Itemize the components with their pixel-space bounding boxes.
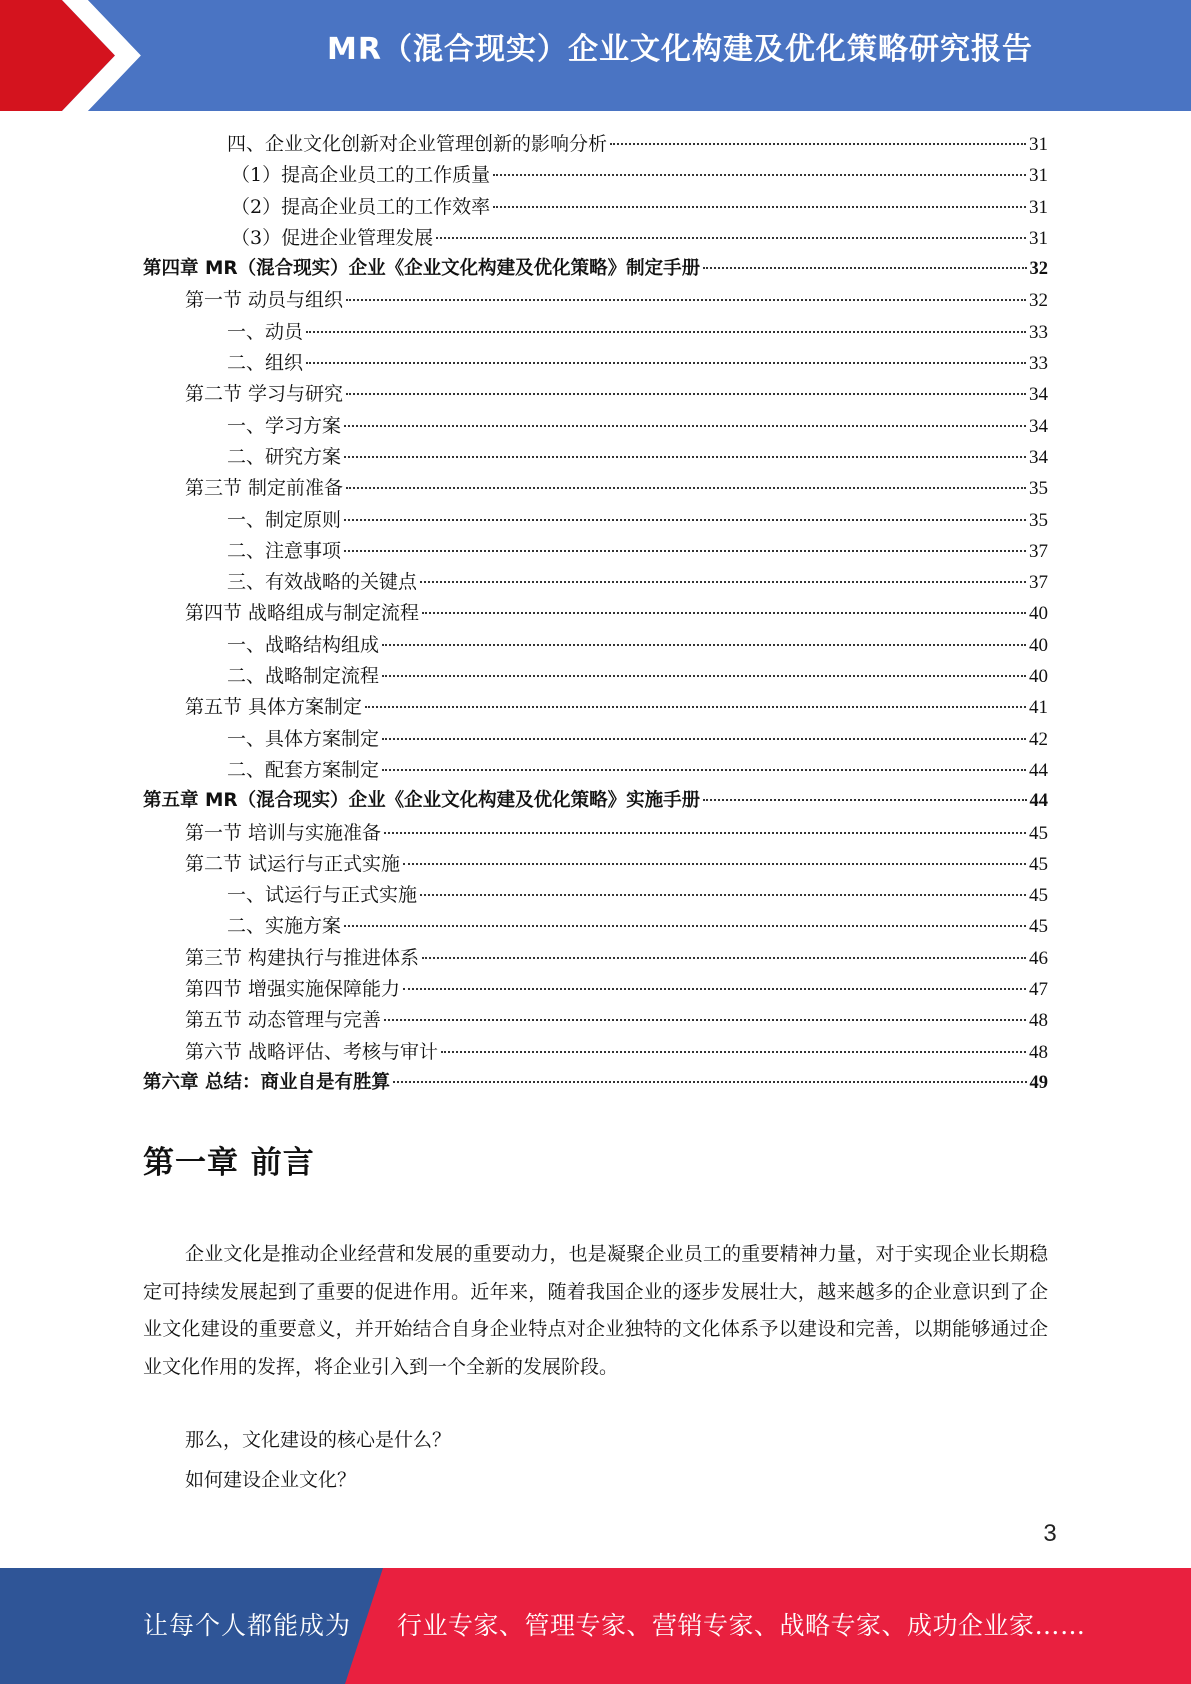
toc-page-number: 37 xyxy=(1029,572,1048,594)
toc-entry[interactable] xyxy=(143,505,1048,536)
toc-entry[interactable] xyxy=(143,880,1048,911)
toc-entry[interactable] xyxy=(143,536,1048,567)
toc-leader-dots xyxy=(703,799,1026,801)
toc-page-number: 45 xyxy=(1029,916,1048,938)
toc-entry-title: 一、制定原则 xyxy=(227,508,342,531)
toc-entry-title: 一、具体方案制定 xyxy=(227,727,380,750)
toc-page-number: 45 xyxy=(1029,853,1048,875)
toc-entry[interactable] xyxy=(143,849,1048,880)
toc-entry[interactable] xyxy=(143,473,1048,504)
toc-leader-dots xyxy=(382,769,1026,771)
question-text: 如何建设企业文化？ xyxy=(185,1469,357,1491)
toc-page-number: 37 xyxy=(1029,540,1048,562)
toc-leader-dots xyxy=(420,581,1026,583)
toc-entry-title: （3）促进企业管理发展 xyxy=(231,226,434,249)
toc-entry[interactable] xyxy=(143,317,1048,348)
toc-leader-dots xyxy=(346,299,1026,301)
toc-chapter-entry[interactable] xyxy=(143,1068,1048,1099)
toc-leader-dots xyxy=(422,612,1026,614)
toc-entry[interactable] xyxy=(143,1037,1048,1068)
toc-leader-dots xyxy=(393,1081,1027,1083)
toc-entry[interactable] xyxy=(143,661,1048,692)
toc-entry-title: 第三节 制定前准备 xyxy=(185,477,344,500)
toc-entry-title: 第五节 具体方案制定 xyxy=(185,696,363,719)
toc-entry[interactable] xyxy=(143,567,1048,598)
toc-leader-dots xyxy=(344,550,1026,552)
toc-entry-title: （2）提高企业员工的工作效率 xyxy=(231,195,491,218)
question-text: 那么，文化建设的核心是什么？ xyxy=(185,1429,452,1451)
toc-leader-dots xyxy=(346,393,1026,395)
toc-entry-title: 一、试运行与正式实施 xyxy=(227,884,418,907)
page-header xyxy=(0,0,1191,111)
toc-page-number: 31 xyxy=(1029,134,1048,155)
toc-leader-dots xyxy=(610,143,1026,145)
toc-page-number: 48 xyxy=(1029,1041,1048,1063)
toc-leader-dots xyxy=(493,174,1026,176)
toc-page-number: 32 xyxy=(1029,290,1048,312)
toc-entry[interactable] xyxy=(143,379,1048,410)
toc-page-number: 34 xyxy=(1029,384,1048,406)
toc-entry[interactable] xyxy=(143,724,1048,755)
footer-slogan-left: 让每个人都能成为 xyxy=(143,1611,352,1640)
page-number: 3 xyxy=(1043,1520,1057,1547)
toc-entry-title: 第四章 MR（混合现实）企业《企业文化构建及优化策略》制定手册 xyxy=(143,258,701,280)
toc-page-number: 34 xyxy=(1029,415,1048,437)
toc-entry[interactable] xyxy=(143,1005,1048,1036)
toc-entry[interactable] xyxy=(143,755,1048,786)
toc-page-number: 40 xyxy=(1029,603,1048,625)
toc-entry-title: 一、战略结构组成 xyxy=(227,633,380,656)
toc-page-number: 33 xyxy=(1029,321,1048,343)
toc-entry-title: （1）提高企业员工的工作质量 xyxy=(231,164,491,187)
toc-entry-title: 第四节 增强实施保障能力 xyxy=(185,978,401,1001)
toc-leader-dots xyxy=(344,425,1026,427)
toc-entry-title: 第三节 构建执行与推进体系 xyxy=(185,946,420,969)
toc-entry-title: 第二节 试运行与正式实施 xyxy=(185,852,401,875)
toc-leader-dots xyxy=(436,237,1026,239)
body-paragraph: 企业文化是推动企业经营和发展的重要动力，也是凝聚企业员工的重要精神力量，对于实现企业长期稳定可持续发展起到了重要的促进作用。近年来，随着我国企业的逐步发展壮大，越来越多的企业意识到了企业文化建设的重要意义，并开始结合自身企业特点对企业独特的文化体系予以建设和完善，以期能够通过企业文化作用的发挥，将企业引入到一个全新的发展阶段。 xyxy=(143,1243,1048,1378)
toc-leader-dots xyxy=(346,487,1026,489)
header-title: MR（混合现实）企业文化构建及优化策略研究报告 xyxy=(327,32,1033,67)
toc-page-number: 33 xyxy=(1029,353,1048,375)
toc-entry-title: 四、企业文化创新对企业管理创新的影响分析 xyxy=(227,133,608,155)
toc-leader-dots xyxy=(344,519,1026,521)
toc-page-number: 31 xyxy=(1029,227,1048,249)
toc-page-number: 40 xyxy=(1029,634,1048,656)
toc-entry-title: 第二节 学习与研究 xyxy=(185,383,344,406)
toc-entry[interactable] xyxy=(143,943,1048,974)
toc-leader-dots xyxy=(422,957,1026,959)
toc-entry-title: 第六章 总结：商业自是有胜算 xyxy=(143,1071,390,1093)
page-footer xyxy=(0,1568,1191,1684)
toc-entry[interactable] xyxy=(143,285,1048,316)
toc-leader-dots xyxy=(441,1051,1026,1053)
toc-chapter-entry[interactable] xyxy=(143,786,1048,817)
toc-entry[interactable] xyxy=(143,411,1048,442)
toc-page-number: 31 xyxy=(1029,196,1048,218)
toc-entry-title: 二、实施方案 xyxy=(227,915,342,938)
toc-leader-dots xyxy=(382,738,1026,740)
toc-entry-title: 二、注意事项 xyxy=(227,539,342,562)
toc-leader-dots xyxy=(403,988,1026,990)
toc-page-number: 44 xyxy=(1029,791,1048,812)
toc-entry-title: 第一节 动员与组织 xyxy=(185,289,344,312)
toc-entry[interactable] xyxy=(143,630,1048,661)
toc-page-number: 45 xyxy=(1029,885,1048,907)
toc-entry-title: 二、配套方案制定 xyxy=(227,758,380,781)
toc-entry[interactable] xyxy=(143,598,1048,629)
toc-entry-title: 第一节 培训与实施准备 xyxy=(185,821,382,844)
toc-page-number: 34 xyxy=(1029,446,1048,468)
toc-entry-title: 第五节 动态管理与完善 xyxy=(185,1009,382,1032)
toc-entry[interactable] xyxy=(143,974,1048,1005)
toc-entry-title: 第四节 战略组成与制定流程 xyxy=(185,602,420,625)
toc-leader-dots xyxy=(382,675,1026,677)
toc-leader-dots xyxy=(384,832,1026,834)
toc-page-number: 32 xyxy=(1029,259,1048,280)
toc-page-number: 46 xyxy=(1029,947,1048,969)
toc-entry[interactable] xyxy=(143,223,1048,254)
toc-entry-title: 二、战略制定流程 xyxy=(227,665,380,688)
toc-leader-dots xyxy=(703,267,1026,269)
toc-leader-dots xyxy=(382,644,1026,646)
toc-leader-dots xyxy=(365,706,1026,708)
toc-page-number: 49 xyxy=(1029,1072,1048,1093)
toc-leader-dots xyxy=(306,362,1026,364)
toc-entry[interactable] xyxy=(143,818,1048,849)
toc-entry-title: 第五章 MR（混合现实）企业《企业文化构建及优化策略》实施手册 xyxy=(143,790,701,812)
toc-page-number: 45 xyxy=(1029,822,1048,844)
footer-slogan-right: 行业专家、管理专家、营销专家、战略专家、成功企业家…… xyxy=(397,1611,1086,1640)
toc-page-number: 31 xyxy=(1029,165,1048,187)
toc-leader-dots xyxy=(384,1019,1026,1021)
toc-entry[interactable] xyxy=(143,348,1048,379)
toc-chapter-entry[interactable] xyxy=(143,254,1048,285)
toc-page-number: 41 xyxy=(1029,697,1048,719)
toc-entry-title: 三、有效战略的关键点 xyxy=(227,571,418,594)
toc-entry[interactable] xyxy=(143,911,1048,942)
toc-entry[interactable] xyxy=(143,160,1048,191)
toc-leader-dots xyxy=(306,331,1026,333)
toc-entry-title: 一、动员 xyxy=(227,320,304,343)
toc-page-number: 44 xyxy=(1029,759,1048,781)
toc-entry[interactable] xyxy=(143,129,1048,160)
chapter-heading: 第一章 前言 xyxy=(143,1145,315,1181)
toc-entry-title: 二、研究方案 xyxy=(227,445,342,468)
toc-leader-dots xyxy=(420,894,1026,896)
toc-leader-dots xyxy=(493,206,1026,208)
toc-entry[interactable] xyxy=(143,192,1048,223)
header-arrow-graphic xyxy=(0,0,160,111)
toc-page-number: 35 xyxy=(1029,509,1048,531)
toc-entry-title: 第六节 战略评估、考核与审计 xyxy=(185,1040,439,1063)
toc-leader-dots xyxy=(403,863,1026,865)
toc-page-number: 40 xyxy=(1029,666,1048,688)
toc-entry-title: 一、学习方案 xyxy=(227,414,342,437)
toc-page-number: 48 xyxy=(1029,1010,1048,1032)
toc-leader-dots xyxy=(344,456,1026,458)
toc-entry-title: 二、组织 xyxy=(227,352,304,375)
toc-leader-dots xyxy=(344,925,1026,927)
table-of-contents xyxy=(143,129,1048,1099)
toc-entry[interactable] xyxy=(143,692,1048,723)
toc-entry[interactable] xyxy=(143,442,1048,473)
toc-page-number: 35 xyxy=(1029,478,1048,500)
toc-page-number: 42 xyxy=(1029,728,1048,750)
toc-page-number: 47 xyxy=(1029,979,1048,1001)
